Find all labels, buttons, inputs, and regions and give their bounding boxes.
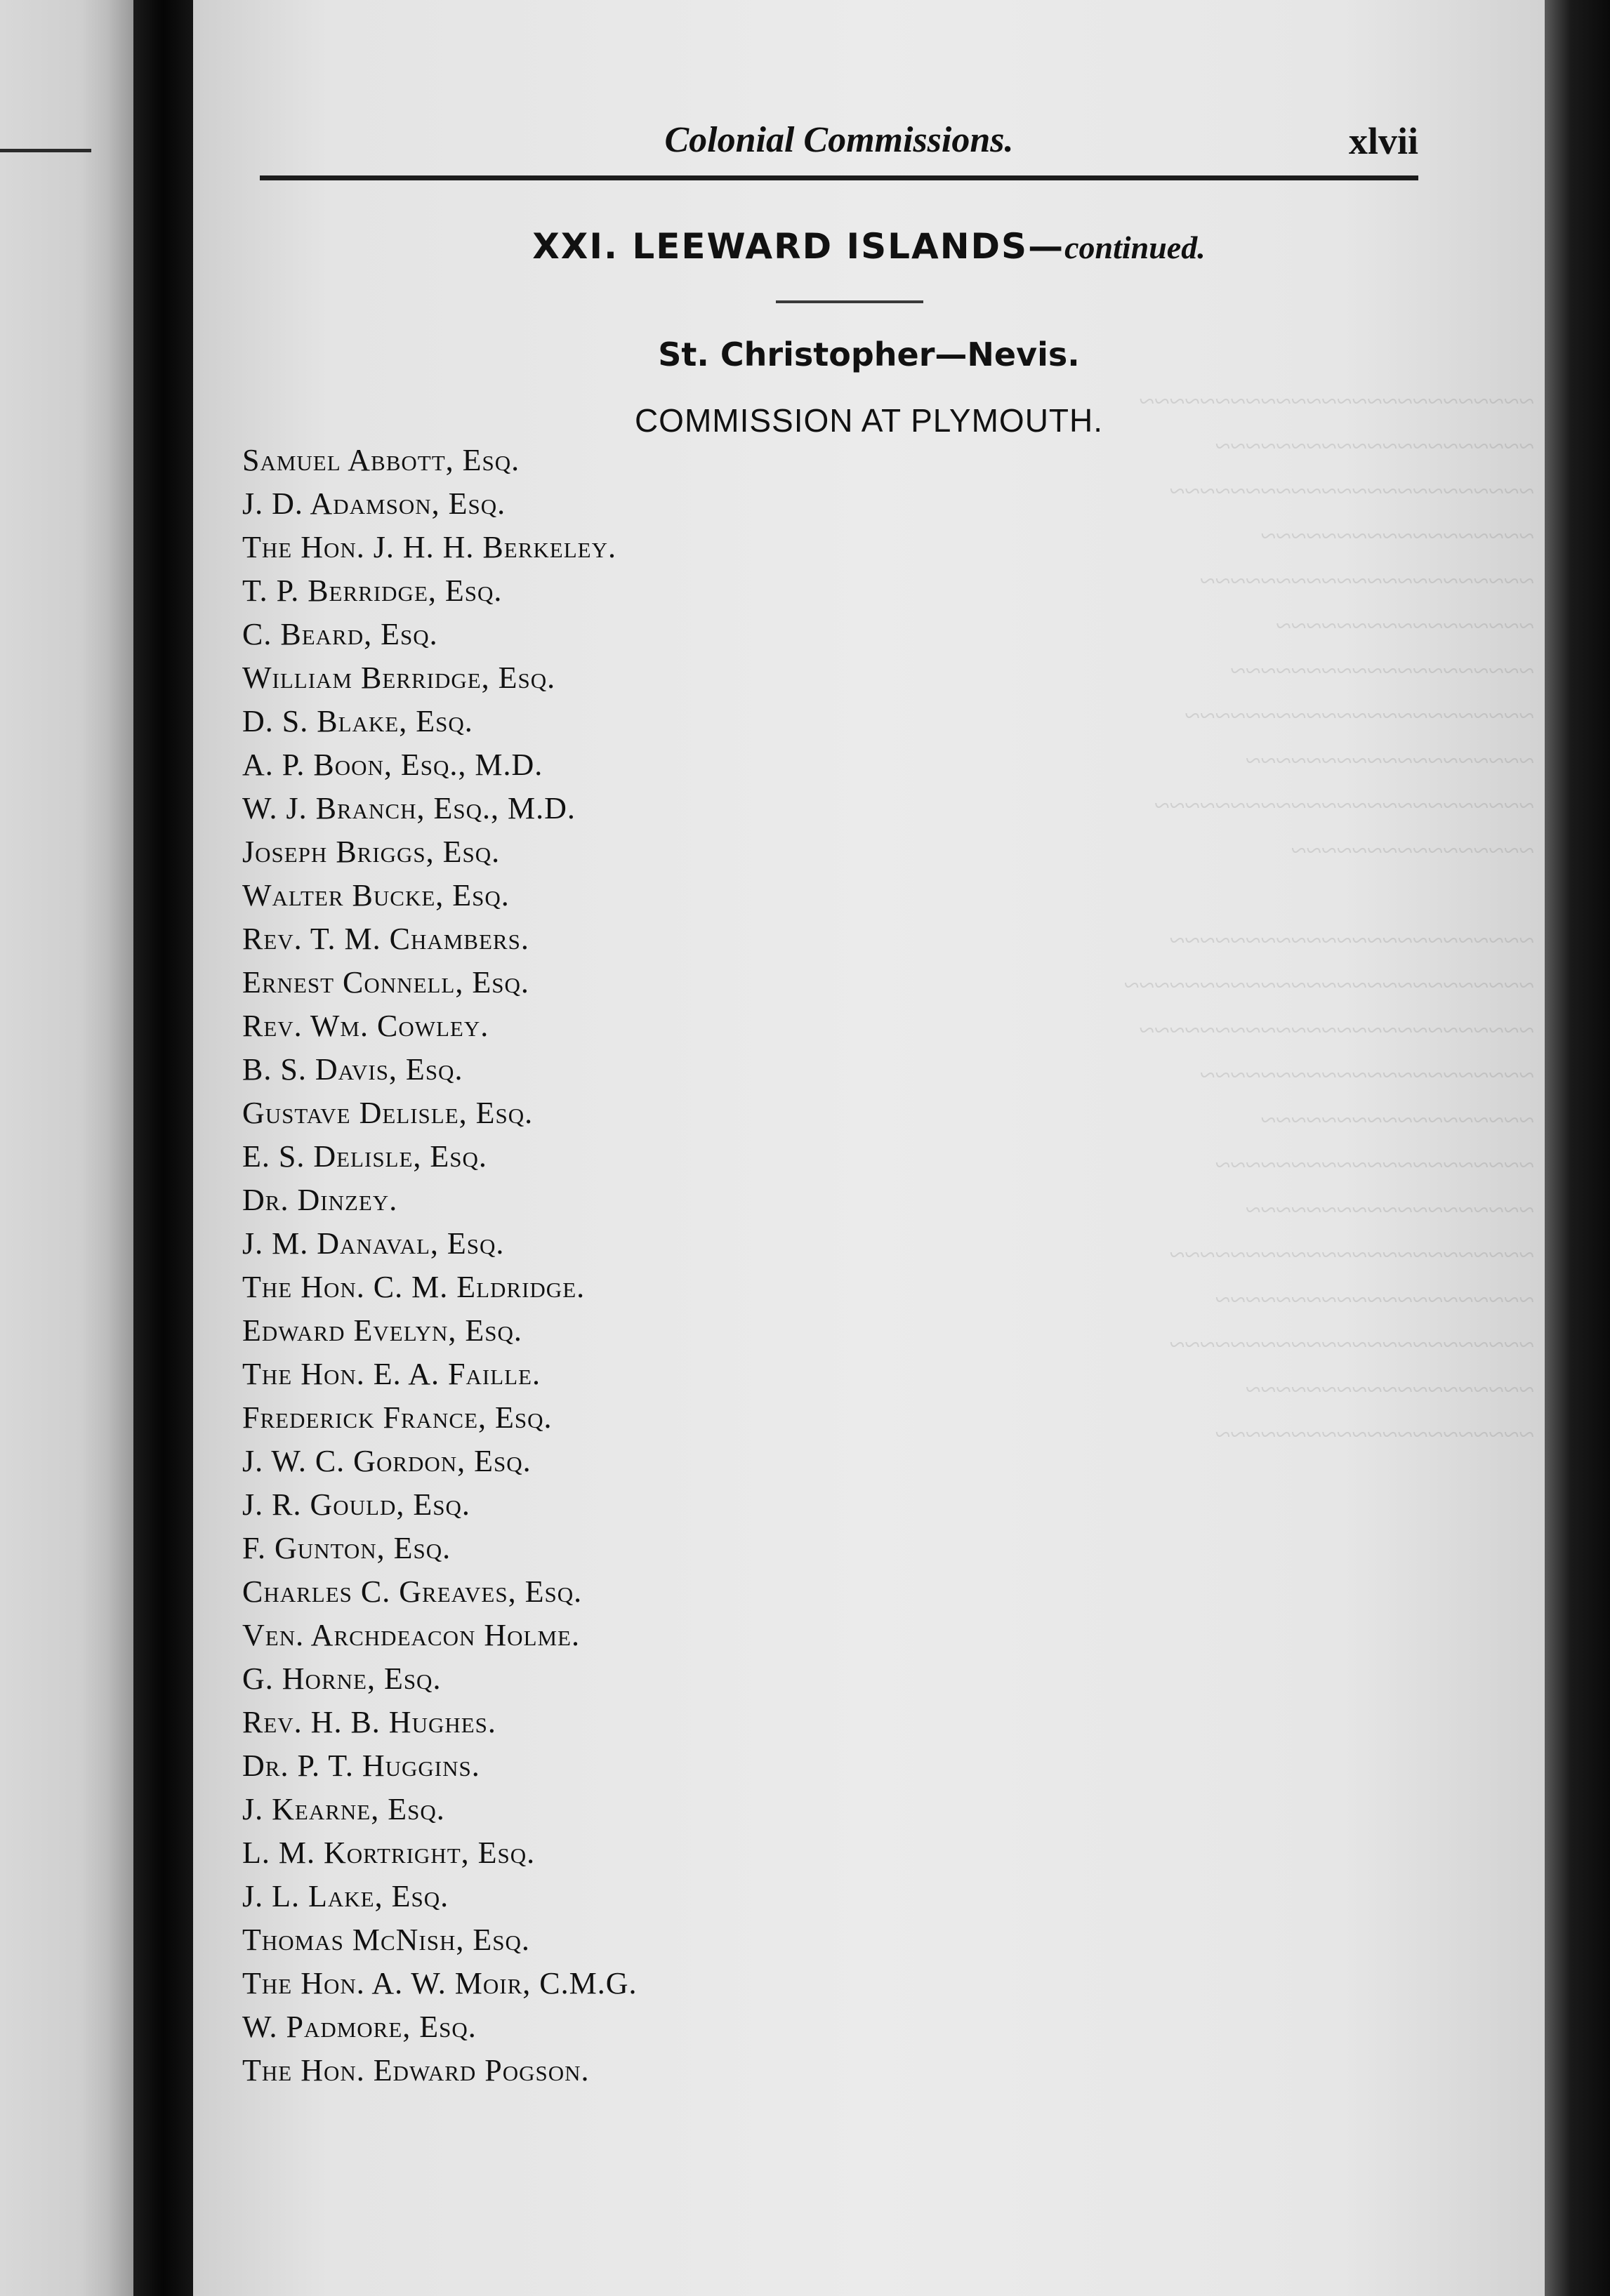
section-title bbox=[193, 226, 1545, 267]
list-item: Rev. T. M. Chambers. bbox=[242, 922, 529, 956]
list-item: J. Kearne, Esq. bbox=[242, 1792, 445, 1826]
section-title-text: XXI. LEEWARD ISLANDS— bbox=[532, 226, 1065, 267]
list-item: J. R. Gould, Esq. bbox=[242, 1487, 470, 1522]
list-item: Rev. Wm. Cowley. bbox=[242, 1009, 489, 1043]
book-page bbox=[193, 0, 1545, 2296]
page-header bbox=[260, 119, 1418, 168]
list-item: Dr. P. T. Huggins. bbox=[242, 1748, 480, 1783]
list-item: A. P. Boon, Esq., M.D. bbox=[242, 748, 543, 782]
header-rule bbox=[260, 175, 1418, 180]
list-item: The Hon. E. A. Faille. bbox=[242, 1357, 541, 1391]
list-item: Ven. Archdeacon Holme. bbox=[242, 1618, 580, 1652]
list-item: Joseph Briggs, Esq. bbox=[242, 835, 501, 869]
list-item: Samuel Abbott, Esq. bbox=[242, 443, 520, 477]
list-item: D. S. Blake, Esq. bbox=[242, 704, 473, 738]
list-item: Walter Bucke, Esq. bbox=[242, 878, 510, 913]
list-item: The Hon. C. M. Eldridge. bbox=[242, 1270, 586, 1304]
list-item: Ernest Connell, Esq. bbox=[242, 965, 529, 1000]
list-item: G. Horne, Esq. bbox=[242, 1661, 442, 1696]
list-item: C. Beard, Esq. bbox=[242, 617, 438, 651]
list-item: J. W. C. Gordon, Esq. bbox=[242, 1444, 532, 1478]
list-item: Frederick France, Esq. bbox=[242, 1400, 553, 1435]
list-item: F. Gunton, Esq. bbox=[242, 1531, 451, 1565]
page-number: xlvii bbox=[1348, 120, 1418, 162]
list-item: W. J. Branch, Esq., M.D. bbox=[242, 791, 576, 825]
previous-page-edge bbox=[0, 0, 133, 2296]
list-item: Thomas McNish, Esq. bbox=[242, 1923, 530, 1957]
book-gutter bbox=[133, 0, 193, 2296]
list-item: Charles C. Greaves, Esq. bbox=[242, 1574, 583, 1609]
commission-heading: COMMISSION AT PLYMOUTH. bbox=[634, 402, 1104, 439]
section-divider bbox=[776, 300, 923, 303]
section-continued: continued. bbox=[1064, 230, 1206, 265]
list-item: E. S. Delisle, Esq. bbox=[242, 1139, 487, 1174]
list-item: J. D. Adamson, Esq. bbox=[242, 486, 506, 521]
previous-page-rule bbox=[0, 149, 91, 152]
list-item: T. P. Berridge, Esq. bbox=[242, 573, 503, 608]
list-item: Dr. Dinzey. bbox=[242, 1183, 398, 1217]
running-head: Colonial Commissions. bbox=[664, 120, 1014, 160]
list-item: Gustave Delisle, Esq. bbox=[242, 1096, 534, 1130]
list-item: William Berridge, Esq. bbox=[242, 661, 556, 695]
list-item: The Hon. Edward Pogson. bbox=[242, 2053, 590, 2088]
list-item: The Hon. A. W. Moir, C.M.G. bbox=[242, 1966, 638, 2000]
page-edge-shadow bbox=[1545, 0, 1610, 2296]
list-item: Edward Evelyn, Esq. bbox=[242, 1313, 522, 1348]
list-item: B. S. Davis, Esq. bbox=[242, 1052, 463, 1087]
list-item: J. L. Lake, Esq. bbox=[242, 1879, 449, 1913]
list-item: W. Padmore, Esq. bbox=[242, 2010, 477, 2044]
subsection-title: St. Christopher—Nevis. bbox=[658, 336, 1080, 373]
bleed-through-text: ~~~~~~~~~~~~~~~~~~~~~~~~~~ ~~~~~~~~~~~~~~~~~~~~~ ~~~~~~~~~~~~~~~~~~~~~~~~ ~~~~~~~~~~~~~~~~~~ ~~~~~~~~~~~~~~~~~~~~~~ ~~~~~~~~~~~~~~~~~ ~~~~~~~~~~~~~~~~~~~~ ~~~~~~~~~~~~~~~~~~~~~~~ ~~~~~~~~~~~~~~~~~~~ ~~~~~~~~~~~~~~~~~~~~~~~~~ ~~~~~~~~~~~~~~~~ ~~~~~~~~~~~~~~~~~~~~~~~~ ~~~~~~~~~~~~~~~~~~~~~~~~~~~ ~~~~~~~~~~~~~~~~~~~~~~~~~~ ~~~~~~~~~~~~~~~~~~~~~~ ~~~~~~~~~~~~~~~~~~ ~~~~~~~~~~~~~~~~~~~~~ ~~~~~~~~~~~~~~~~~~~ ~~~~~~~~~~~~~~~~~~~~~~~~ ~~~~~~~~~~~~~~~~~~~~~ ~~~~~~~~~~~~~~~~~~~~~~~~ ~~~~~~~~~~~~~~~~~~~ ~~~~~~~~~~~~~~~~~~~~~ bbox=[1123, 385, 1534, 1450]
list-item: L. M. Kortright, Esq. bbox=[242, 1836, 536, 1870]
commissioner-list bbox=[242, 439, 1015, 2092]
list-item: J. M. Danaval, Esq. bbox=[242, 1226, 505, 1261]
list-item: Rev. H. B. Hughes. bbox=[242, 1705, 496, 1739]
list-item: The Hon. J. H. H. Berkeley. bbox=[242, 530, 616, 564]
